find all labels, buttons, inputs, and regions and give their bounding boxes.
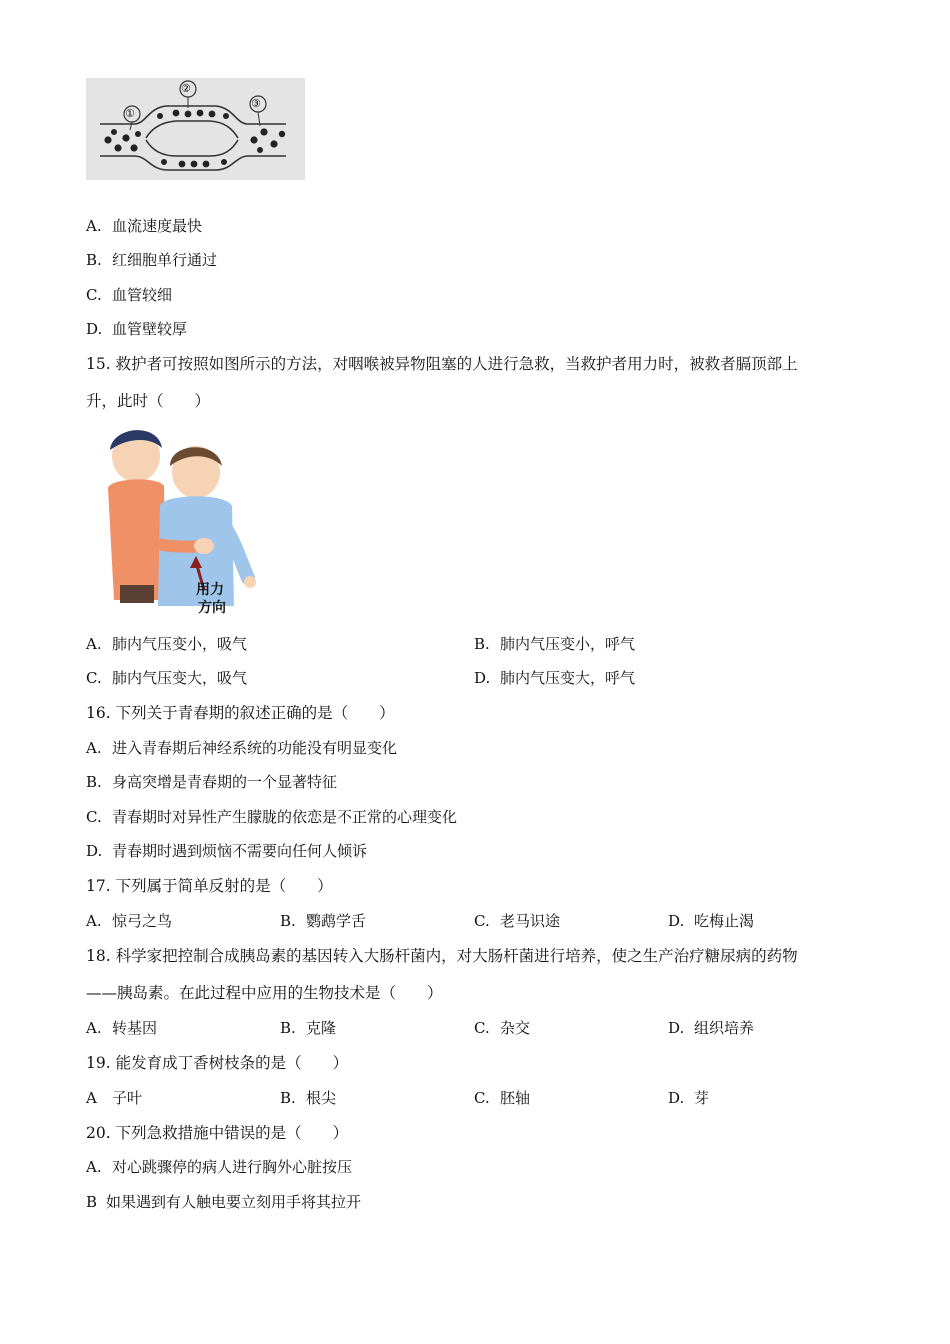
q14-option-d: D. 血管壁较厚 xyxy=(86,320,188,338)
q17-option-d: D. 吃梅止渴 xyxy=(668,912,755,930)
q18-option-a: A. 转基因 xyxy=(86,1019,158,1037)
q19-option-c: C. 胚轴 xyxy=(474,1089,531,1107)
q18-stem-line1: 18. 科学家把控制合成胰岛素的基因转入大肠杆菌内，对大肠杆菌进行培养，使之生产治疗糖尿病的药物 xyxy=(86,947,798,965)
caption-direction: 方向 xyxy=(198,600,226,616)
q15-stem-line1: 15. 救护者可按照如图所示的方法，对咽喉被异物阻塞的人进行急救，当救护者用力时，被救者膈顶部上 xyxy=(86,355,798,373)
q18-option-c: C. 杂交 xyxy=(474,1019,531,1037)
q19-option-a: A 子叶 xyxy=(86,1089,143,1107)
q20-stem: 20. 下列急救措施中错误的是（ ） xyxy=(86,1124,349,1142)
q19-stem: 19. 能发育成丁香树枝条的是（ ） xyxy=(86,1054,349,1072)
q14-option-b: B. 红细胞单行通过 xyxy=(86,251,218,269)
q17-option-a: A. 惊弓之鸟 xyxy=(86,912,173,930)
q17-option-c: C. 老马识途 xyxy=(474,912,561,930)
q15-option-a: A. 肺内气压变小，吸气 xyxy=(86,635,248,653)
q17-option-b: B. 鹦鹉学舌 xyxy=(280,912,367,930)
q16-option-a: A. 进入青春期后神经系统的功能没有明显变化 xyxy=(86,739,398,757)
q16-option-c: C. 青春期时对异性产生朦胧的依恋是不正常的心理变化 xyxy=(86,808,458,826)
label-2: ② xyxy=(181,82,191,95)
q17-stem: 17. 下列属于简单反射的是（ ） xyxy=(86,877,333,895)
label-1: ① xyxy=(125,107,135,120)
caption-force: 用力 xyxy=(196,582,224,598)
q19-option-b: B. 根尖 xyxy=(280,1089,337,1107)
q14-option-c: C. 血管较细 xyxy=(86,286,173,304)
q20-option-b: B 如果遇到有人触电要立刻用手将其拉开 xyxy=(86,1193,362,1211)
q18-option-d: D. 组织培养 xyxy=(668,1019,755,1037)
capillary-diagram xyxy=(86,78,305,180)
q19-option-d: D. 芽 xyxy=(668,1089,710,1107)
label-3: ③ xyxy=(251,97,261,110)
q14-option-a: A. 血流速度最快 xyxy=(86,217,203,235)
q15-option-d: D. 肺内气压变大，呼气 xyxy=(474,669,636,687)
q18-stem-line2: ——胰岛素。在此过程中应用的生物技术是（ ） xyxy=(86,984,443,1002)
q16-stem: 16. 下列关于青春期的叙述正确的是（ ） xyxy=(86,704,395,722)
q15-option-c: C. 肺内气压变大，吸气 xyxy=(86,669,248,687)
heimlich-illustration xyxy=(100,420,260,620)
q16-option-b: B. 身高突增是青春期的一个显著特征 xyxy=(86,773,338,791)
q15-stem-line2: 升，此时（ ） xyxy=(86,392,211,410)
q20-option-a: A. 对心跳骤停的病人进行胸外心脏按压 xyxy=(86,1158,353,1176)
q16-option-d: D. 青春期时遇到烦恼不需要向任何人倾诉 xyxy=(86,842,368,860)
q15-option-b: B. 肺内气压变小，呼气 xyxy=(474,635,636,653)
q18-option-b: B. 克隆 xyxy=(280,1019,337,1037)
